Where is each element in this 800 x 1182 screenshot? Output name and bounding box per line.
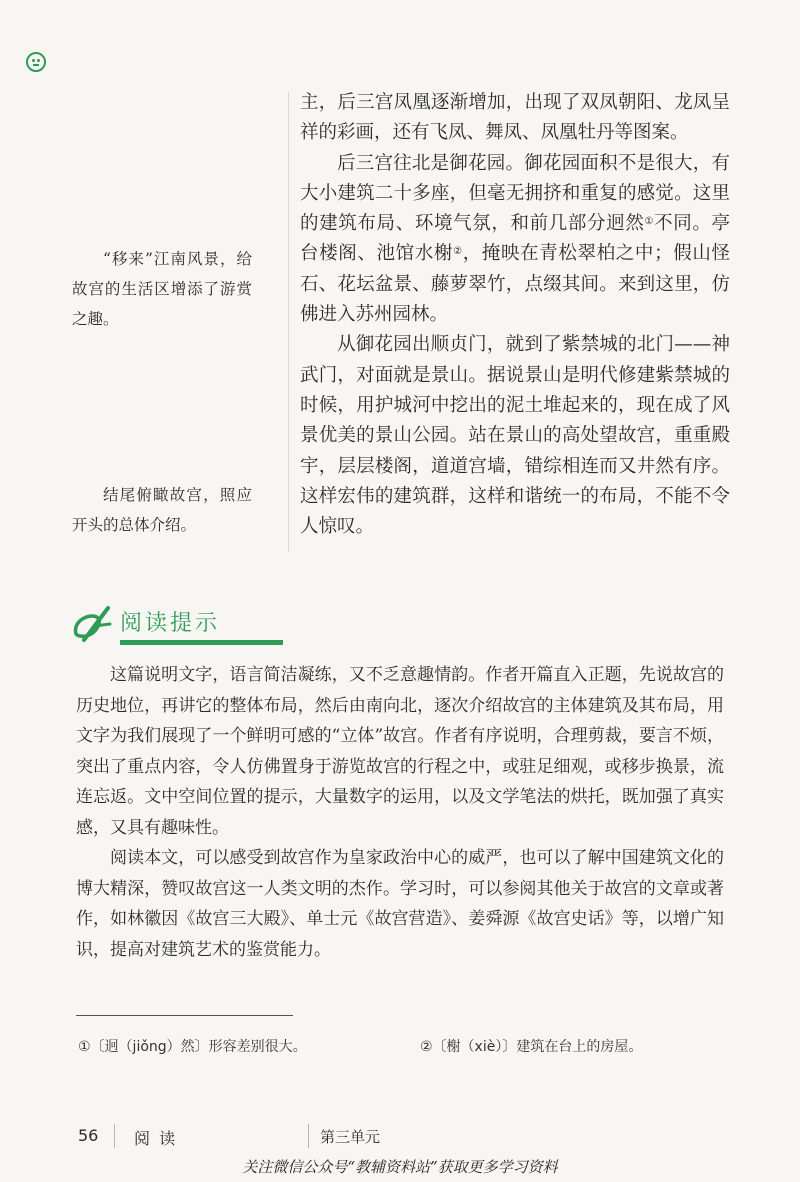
footer-separator [308, 1124, 309, 1148]
reading-tips-paragraph-1: 这篇说明文字，语言简洁凝练，又不乏意趣情韵。作者开篇直入正题，先说故宫的历史地位，再讲它的整体布局，然后由南向北，逐次介绍故宫的主体建筑及其布局，用文字为我们展现了一个鲜明可感的“立体”故宫。作者有序说明，合理剪裁，要言不烦，突出了重点内容，令人仿佛置身于游览故宫的行程之中，或驻足细观，或移步换景，流连忘返。文中空间位置的提示，大量数字的运用，以及文学笔法的烘托，既加强了真实感，又具有趣味性。 [76, 665, 724, 838]
unit-label: 第三单元 [320, 1128, 381, 1146]
reading-tips-logo-icon [70, 604, 114, 644]
paragraph-1: 主，后三宫凤凰逐渐增加，出现了双凤朝阳、龙凤呈祥的彩画，还有飞凤、舞凤、凤凰牡丹等图案。 [300, 92, 730, 144]
reading-tips-paragraph-2: 阅读本文，可以感受到故宫作为皇家政治中心的威严，也可以了解中国建筑文化的博大精深，赞叹故宫这一人类文明的杰作。学习时，可以参阅其他关于故宫的文章或著作，如林徽因《故宫三大殿》、单士元《故宫营造》、姜舜源《故宫史话》等，以增广知识，提高对建筑艺术的鉴赏能力。 [76, 848, 724, 960]
margin-note-ending: 结尾俯瞰故宫，照应开头的总体介绍。 [72, 486, 252, 534]
paragraph-2: 后三宫往北是御花园。御花园面积不是很大，有大小建筑二十多座，但毫无拥挤和重复的感觉。这里的建筑布局、环境气氛，和前几部分迥然①不同。亭台楼阁、池馆水榭②，掩映在青松翠柏之中；假山怪石、花坛盆景、藤萝翠竹，点缀其间。来到这里，仿佛进入苏州园林。 [300, 152, 730, 326]
main-text [300, 88, 730, 542]
reading-tips-body [76, 660, 724, 965]
title-underline [120, 640, 283, 645]
smile-icon [26, 52, 46, 72]
footnote-rule [76, 1015, 293, 1016]
section-label: 阅 读 [134, 1129, 178, 1148]
paragraph-3: 从御花园出顺贞门，就到了紫禁城的北门——神武门，对面就是景山。据说景山是明代修建紫禁城的时候，用护城河中挖出的泥土堆起来的，现在成了风景优美的景山公园。站在景山的高处望故宫，重重殿宇，层层楼阁，道道宫墙，错综相连而又井然有序。这样宏伟的建筑群，这样和谐统一的布局，不能不令人惊叹。 [300, 334, 730, 538]
footer-separator [114, 1124, 115, 1148]
margin-note-garden: “移来”江南风景，给故宫的生活区增添了游赏之趣。 [72, 250, 252, 328]
footnote-1: ①〔迥（jiǒng）然〕形容差别很大。 [78, 1039, 307, 1055]
footnote-ref-1[interactable]: ① [644, 216, 655, 228]
footnote-ref-2[interactable]: ② [453, 246, 463, 258]
reading-tips-title: 阅读提示 [120, 611, 221, 636]
column-divider [288, 92, 289, 552]
watermark-text: 关注微信公众号“教辅资料站”获取更多学习资料 [242, 1158, 558, 1176]
page-number: 56 [78, 1126, 99, 1145]
footnote-2: ②〔榭（xiè）〕建筑在台上的房屋。 [420, 1039, 643, 1055]
